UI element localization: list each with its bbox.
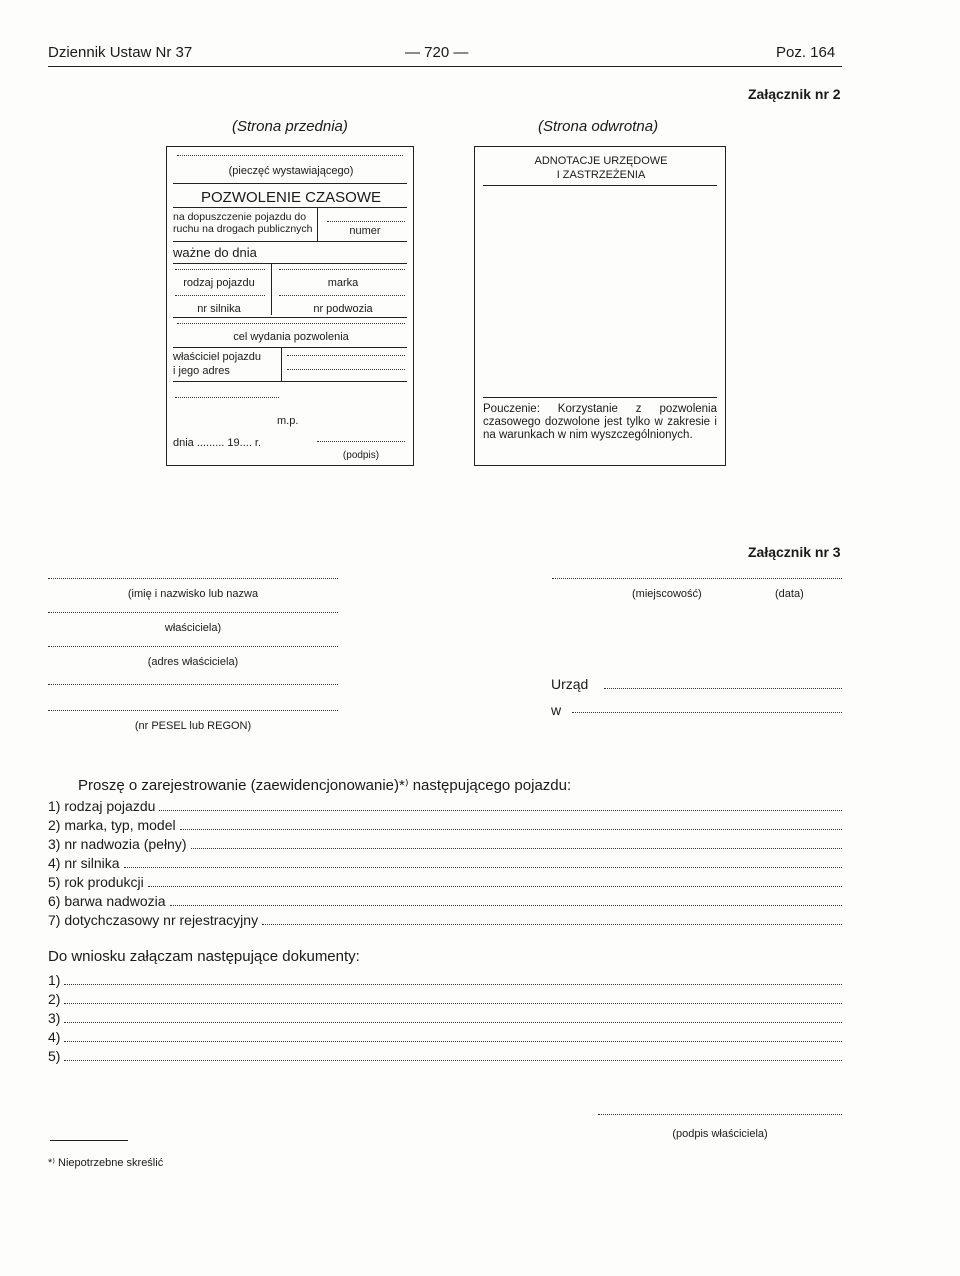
owner-label-1: właściciel pojazdu: [173, 351, 262, 363]
list-item: 3) nr nadwozia (pełny): [48, 834, 842, 852]
issue-date-line: dnia ......... 19.... r.: [173, 437, 262, 449]
pesel-label: (nr PESEL lub REGON): [134, 720, 252, 732]
stamp-label: (pieczęć wystawiającego): [228, 165, 354, 177]
list-item: 2): [48, 989, 842, 1007]
purpose-label: cel wydania pozwolenia: [233, 331, 349, 343]
footnote: *⁾ Niepotrzebne skreślić: [48, 1157, 164, 1169]
signature-label: (podpis): [342, 450, 380, 461]
permit-title: POZWOLENIE CZASOWE: [200, 189, 381, 206]
journal-title: Dziennik Ustaw Nr 37: [48, 44, 193, 61]
back-caption: (Strona odwrotna): [538, 118, 659, 135]
list-item: 1) rodzaj pojazdu: [48, 796, 842, 814]
header-rule: [48, 66, 842, 67]
date-label: (data): [775, 588, 804, 600]
vehicle-type-label: rodzaj pojazdu: [183, 277, 255, 289]
attachments-intro: Do wniosku załączam następujące dokumenty:: [48, 948, 360, 965]
front-caption: (Strona przednia): [232, 118, 348, 135]
list-item: 5): [48, 1046, 842, 1064]
address-label: (adres właściciela): [147, 656, 239, 668]
official-notes-title-2: I ZASTRZEŻENIA: [556, 169, 646, 181]
page-number: — 720 —: [405, 44, 469, 61]
footnote-rule: [50, 1140, 128, 1141]
permit-purpose-text: na dopuszczenie pojazdu do ruchu na drogach publicznych: [173, 211, 313, 235]
list-item: 3): [48, 1008, 842, 1026]
list-item: 1): [48, 970, 842, 988]
list-item: 6) barwa nadwozia: [48, 891, 842, 909]
permit-back-card: [474, 146, 726, 466]
annex2-title: Załącznik nr 2: [748, 86, 841, 102]
in-label: w: [551, 702, 562, 718]
position-number: Poz. 164: [776, 44, 836, 61]
owner-label: właściciela): [164, 622, 222, 634]
list-item: 7) dotychczasowy nr rejestracyjny: [48, 910, 842, 928]
list-item: 5) rok produkcji: [48, 872, 842, 890]
seal-label: m.p.: [277, 415, 299, 427]
owner-label-2: i jego adres: [173, 365, 230, 377]
valid-until-label: ważne do dnia: [173, 245, 257, 260]
list-item: 4): [48, 1027, 842, 1045]
list-item: 2) marka, typ, model: [48, 815, 842, 833]
list-item: 4) nr silnika: [48, 853, 842, 871]
place-label: (miejscowość): [632, 588, 702, 600]
engine-no-label: nr silnika: [197, 303, 241, 315]
name-label: (imię i nazwisko lub nazwa: [127, 588, 259, 600]
number-label: numer: [349, 225, 381, 237]
office-label: Urząd: [551, 676, 589, 692]
annex3-title: Załącznik nr 3: [748, 544, 841, 560]
owner-signature-label: (podpis właściciela): [672, 1128, 768, 1140]
usage-notice: Pouczenie: Korzystanie z pozwolenia czasowego dozwolone jest tylko w zakresie i na warunkach w nim wyszczególnionych.: [483, 403, 717, 441]
registration-request: Proszę o zarejestrowanie (zaewidencjonowanie)*⁾ następującego pojazdu:: [78, 777, 572, 794]
chassis-no-label: nr podwozia: [313, 303, 373, 315]
make-label: marka: [327, 277, 359, 289]
permit-front-card: [166, 146, 414, 466]
official-notes-title-1: ADNOTACJE URZĘDOWE: [534, 155, 668, 167]
